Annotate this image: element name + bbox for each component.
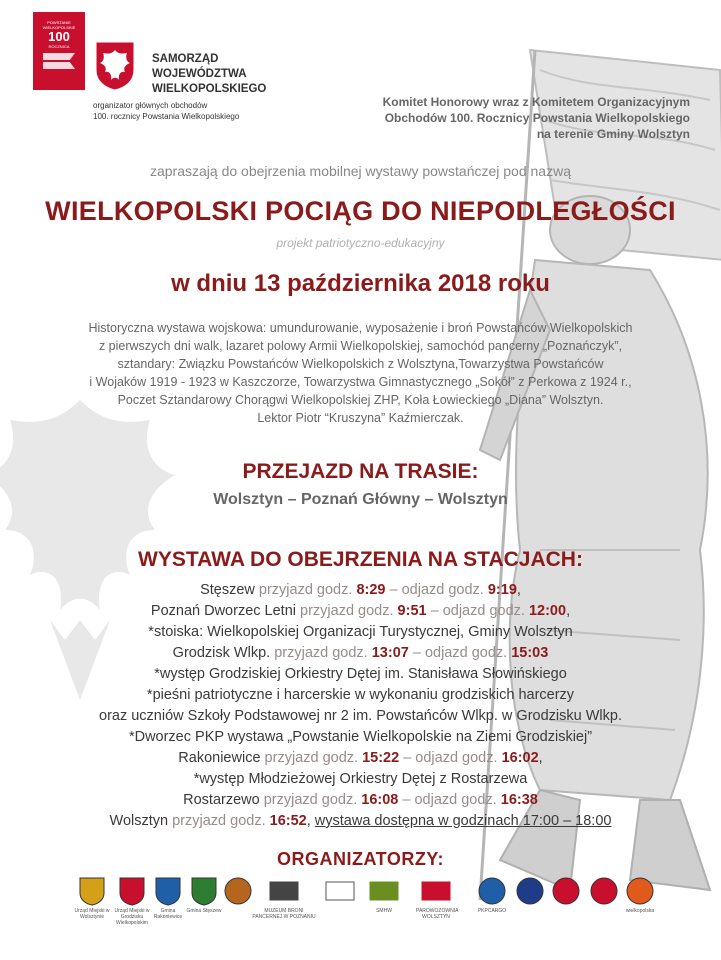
station-note: oraz uczniów Szkoły Podstawowej nr 2 im. Powstańców Wlkp. w Grodzisku Wlkp. [99, 708, 622, 724]
organizer-logo [620, 876, 660, 914]
organizer-logo-label: Urząd Miejski w Grodzisku Wielkopolskim [114, 908, 150, 926]
badge-number: 100 [48, 29, 70, 44]
station-name: Wolsztyn [109, 813, 169, 829]
arrival-label: przyjazd godz. [264, 750, 359, 766]
station-row-final: Wolsztyn przyjazd godz. 16:52, wystawa dostępna w godzinach 17:00 – 18:00 [109, 813, 612, 829]
emblem-icon [551, 876, 581, 906]
stations-list [0, 580, 721, 832]
poster-subtitle: projekt patriotyczno-edukacyjny [276, 236, 445, 250]
station-note: *pieśni patriotyczne i harcerskie w wykonaniu grodziskich harcerzy [146, 687, 575, 703]
description-line: Lektor Piotr “Kruszyna” Kaźmierczak. [257, 411, 464, 425]
description-line: z pierwszych dni walk, lazaret polowy Armii Wielkopolskiej, samochód pancerny „Poznańczyk”, [98, 339, 623, 353]
station-row [0, 643, 721, 664]
arrival-time: 16:52 [269, 813, 307, 829]
departure-label: – odjazd godz. [402, 792, 497, 808]
station-note: *stoiska: Wielkopolskiej Organizacji Turystycznej, Gminy Wolsztyn [148, 624, 573, 640]
arrival-time: 15:22 [362, 750, 400, 766]
organizer-note-line2: 100. rocznicy Powstania Wielkopolskiego [93, 112, 240, 121]
station-note: *występ Młodzieżowej Orkiestry Dętej z Rostarzewa [193, 771, 528, 787]
departure-time: 16:38 [500, 792, 538, 808]
departure-label: – odjazd godz. [412, 645, 508, 661]
organizer-logo [364, 876, 404, 914]
organizer-logo [112, 876, 152, 926]
house-icon [421, 876, 451, 906]
seal-icon [223, 876, 253, 906]
organizer-logos [72, 876, 672, 936]
description-line: i Wojaków 1919 - 1923 w Kaszczorze, Towarzystwa Gimnastycznego „Sokół” z Perkowa z 1924 r., [89, 375, 632, 389]
arrival-time: 9:51 [397, 603, 427, 619]
shield-icon [77, 876, 107, 906]
samorzad-title [152, 52, 312, 97]
poster-title: WIELKOPOLSKI POCIĄG DO NIEPODLEGŁOŚCI [45, 196, 676, 226]
organizer-logo [320, 876, 360, 908]
departure-time: 15:03 [511, 645, 549, 661]
route-heading: PRZEJAZD NA TRASIE: [242, 460, 479, 483]
station-row [0, 580, 721, 601]
station-name: Stęszew [200, 582, 255, 598]
arrival-label: przyjazd godz. [172, 813, 266, 829]
organizer-logo-label: Urząd Miejski w Wolsztynie [74, 908, 110, 920]
pkp-icon [477, 876, 507, 906]
station-tail: , [566, 603, 571, 619]
organizer-logo [416, 876, 459, 920]
departure-label: – odjazd godz. [389, 582, 484, 598]
station-name: Poznań Dworzec Letni [150, 603, 296, 619]
samorzad-line2: WIELKOPOLSKIEGO [152, 83, 267, 95]
organizer-logo-label: Gmina Stęszew [186, 908, 222, 914]
event-date: w dniu 13 października 2018 roku [171, 270, 550, 297]
committee-line1: Komitet Honorowy wraz z Komitetem Organizacyjnym [382, 95, 690, 109]
shield-icon [189, 876, 219, 906]
station-note: *Dworzec PKP wystawa „Powstanie Wielkopolskie na Ziemi Grodziskiej” [128, 729, 593, 745]
organizer-logo-label: wielkopolska [625, 908, 655, 914]
wlkp-icon [625, 876, 655, 906]
station-name: Rostarzewo [183, 792, 260, 808]
station-tail: , [538, 750, 543, 766]
description-line: Poczet Sztandarowy Chorągwi Wielkopolskiej ZHP, Koła Łowieckiego „Diana” Wolsztyn. [117, 393, 604, 407]
organizer-logo-label: MUZEUM BRONI PANCERNEJ W POZNANIU [252, 908, 316, 920]
exhibition-hours-value: 17:00 – 18:00 [522, 813, 612, 829]
arrival-time: 16:08 [361, 792, 399, 808]
departure-label: – odjazd godz. [430, 603, 525, 619]
organizer-logo [584, 876, 624, 908]
organizer-logo-label: PAROWOZOWNIA WOLSZTYN [416, 908, 459, 920]
organizer-logo [472, 876, 512, 914]
museum-icon [269, 876, 299, 906]
arrival-label: przyjazd godz. [274, 645, 368, 661]
route-text: Wolsztyn – Poznań Główny – Wolsztyn [213, 491, 508, 508]
wielkopolska-crest-icon [94, 40, 136, 92]
badge-flag-icon [39, 49, 79, 71]
station-row [0, 601, 721, 622]
exhibition-hours [315, 813, 612, 829]
committee-line2: Obchodów 100. Rocznicy Powstania Wielkopolskiego [384, 111, 690, 125]
committee-text [240, 94, 690, 142]
station-name: Grodzisk Wlkp. [172, 645, 271, 661]
arrival-label: przyjazd godz. [263, 792, 358, 808]
arrival-label: przyjazd godz. [300, 603, 394, 619]
badge-line2: ROCZNICA [48, 44, 70, 49]
arrival-label: przyjazd godz. [258, 582, 353, 598]
emblem-icon [589, 876, 619, 906]
organizer-logo-label: PKPCARGO [477, 908, 507, 914]
organizer-logo-label: Gmina Rakoniewice [153, 908, 183, 920]
exhibition-description [0, 319, 721, 427]
exhibition-hours-text: wystawa dostępna w godzinach [314, 813, 519, 829]
organizer-logo [546, 876, 586, 908]
departure-label: – odjazd godz. [403, 750, 498, 766]
smhw-icon [369, 876, 399, 906]
organizer-logo [72, 876, 112, 920]
emblem-icon [515, 876, 545, 906]
departure-time: 9:19 [487, 582, 517, 598]
organizers-heading: ORGANIZATORZY: [277, 849, 444, 869]
stations-heading: WYSTAWA DO OBEJRZENIA NA STACJACH: [138, 548, 583, 571]
description-line: sztandary: Związku Powstańców Wielkopolskich z Wolsztyna,Towarzystwa Powstańców [117, 357, 604, 371]
description-line: Historyczna wystawa wojskowa: umundurowanie, wyposażenie i broń Powstańców Wielkopolskich [88, 321, 633, 335]
station-row [0, 748, 721, 769]
anniversary-badge [33, 12, 85, 90]
organizer-logo-label: SMHW [376, 908, 392, 914]
station-note: *występ Grodziskiej Orkiestry Dętej im. Stanisława Słowińskiego [154, 666, 567, 682]
departure-time: 12:00 [528, 603, 567, 619]
organizer-logo [148, 876, 188, 920]
badge-line1: POWSTANIE WIELKOPOLSKIE [42, 20, 76, 30]
shield-icon [153, 876, 183, 906]
committee-line3: na terenie Gminy Wolsztyn [536, 127, 690, 141]
organizer-logo [510, 876, 550, 908]
station-name: Rakoniewice [178, 750, 261, 766]
departure-time: 16:02 [501, 750, 539, 766]
arrival-time: 8:29 [356, 582, 386, 598]
organizer-note-line1: organizator głównych obchodów [93, 101, 208, 110]
samorzad-line1: SAMORZĄD WOJEWÓDZTWA [152, 53, 247, 80]
shield-icon [117, 876, 147, 906]
invite-text: zapraszają do obejrzenia mobilnej wystawy powstańczej pod nazwą [149, 163, 571, 179]
station-tail: , [516, 582, 521, 598]
station-row [0, 790, 721, 811]
car-icon [325, 876, 355, 906]
arrival-time: 13:07 [371, 645, 409, 661]
organizer-logo [252, 876, 316, 920]
